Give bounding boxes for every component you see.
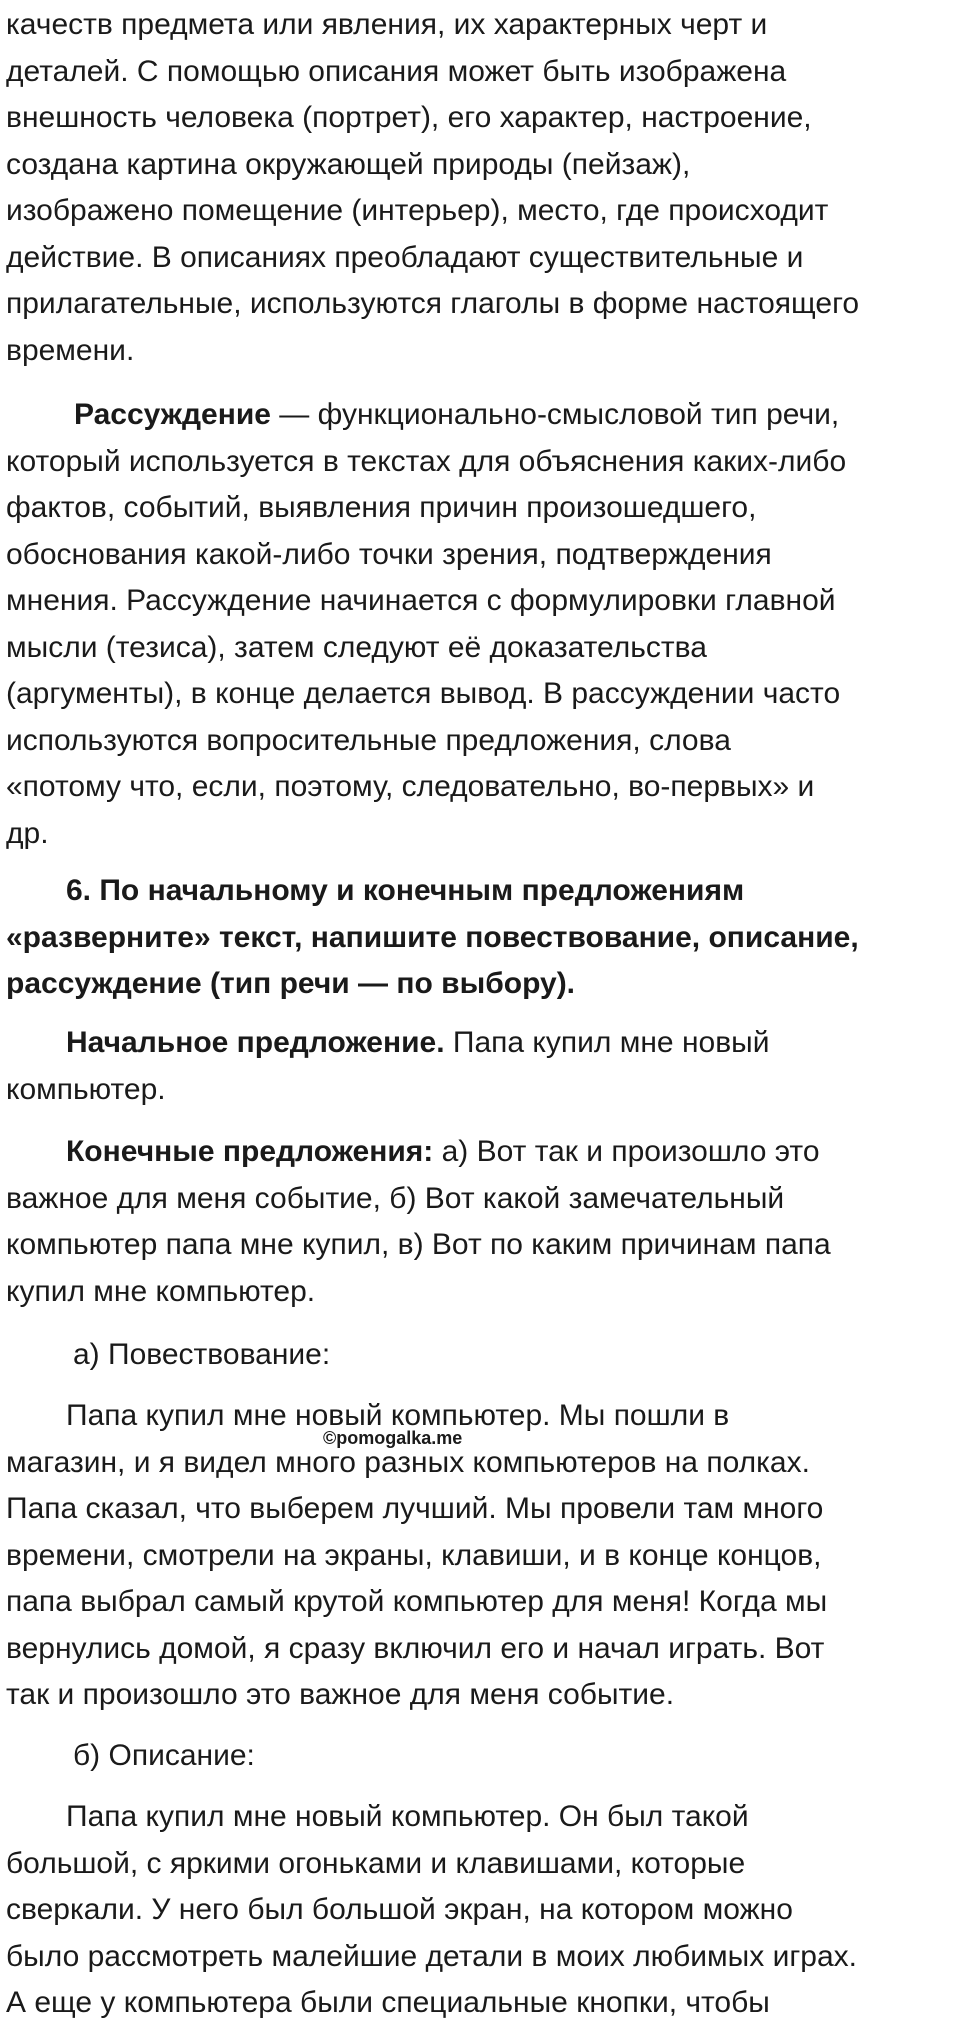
text-line: обоснования какой-либо точки зрения, подтверждения [6,537,772,571]
text-line: качеств предмета или явления, их характерных черт и [6,8,768,41]
task-heading [6,868,859,1008]
text-line: мысли (тезиса), затем следуют её доказательства [6,630,707,664]
ending-sentences [6,1129,831,1315]
text-line: рассуждение (тип речи — по выбору). [6,967,576,1000]
text-line: времени. [6,333,135,367]
text-line: «потому что, если, поэтому, следовательно, во-первых» и [6,770,815,803]
text-fragment: Папа купил мне новый [444,1026,770,1059]
text-fragment: а) Вот так и произошло это [433,1135,820,1168]
text-line: изображено помещение (интерьер), место, где происходит [6,194,829,227]
text-line: создана картина окружающей природы (пейзаж), [6,147,691,181]
text-line: важное для меня событие, б) Вот какой замечательный [6,1181,785,1215]
text-line: мнения. Рассуждение начинается с формулировки главной [6,584,836,617]
text-line: магазин, и я видел много разных компьютеров на полках. [6,1445,810,1479]
text-line: было рассмотреть малейшие детали в моих любимых играх. [6,1939,857,1973]
text-line: а) Повествование: [73,1338,331,1371]
text-line: папа выбрал самый крутой компьютер для меня! Когда мы [6,1585,828,1618]
text-line: фактов, событий, выявления причин произошедшего, [6,491,757,524]
text-line: компьютер папа мне купил, в) Вот по каким причинам папа [6,1228,831,1261]
paragraph-description-definition [6,2,859,374]
text-line: б) Описание: [73,1739,255,1772]
start-sentence [6,1020,769,1113]
text-line: А еще у компьютера были специальные кнопки, чтобы [6,1986,770,2019]
text-line: деталей. С помощью описания может быть изображена [6,54,787,88]
text-line: «разверните» текст, напишите повествование, описание, [6,920,859,954]
text-fragment: — функционально-смысловой тип речи, [270,398,840,431]
text-line: действие. В описаниях преобладают существительные и [6,240,804,274]
paragraph-reasoning-definition [6,392,846,857]
text-line: Папа купил мне новый компьютер. Он был такой [66,1800,749,1833]
text-line: Папа сказал, что выберем лучший. Мы провели там много [6,1492,824,1525]
text-line: 6. По начальному и конечным предложениям [66,874,745,907]
text-line: (аргументы), в конце делается вывод. В рассуждении часто [6,677,841,710]
heading-narration [6,1332,330,1379]
text-line: др. [6,816,49,850]
text-line: купил мне компьютер. [6,1274,316,1308]
text-line: компьютер. [6,1072,166,1106]
description-text [6,1794,857,2021]
watermark: ©pomogalka.me [323,1428,463,1448]
text-line: используются вопросительные предложения, слова [6,723,731,757]
text-line [6,1020,769,1067]
text-line [6,392,846,439]
ending-label: Конечные предложения: [66,1135,434,1168]
text-line: времени, смотрели на экраны, клавиши, и в конце концов, [6,1538,822,1572]
text-line: прилагательные, используются глаголы в форме настоящего [6,287,860,320]
text-line: Папа купил мне новый компьютер. Мы пошли в [66,1399,730,1432]
text-line: сверкали. У него был большой экран, на котором можно [6,1893,793,1926]
text-line: который используется в текстах для объяснения каких-либо [6,444,847,478]
text-line: внешность человека (портрет), его характер, настроение, [6,101,812,134]
text-line: вернулись домой, я сразу включил его и начал играть. Вот [6,1631,825,1665]
text-line: большой, с яркими огоньками и клавишами, которые [6,1846,746,1880]
term-reasoning: Рассуждение [74,398,271,431]
heading-description [6,1733,255,1780]
text-line [6,1129,831,1176]
start-label: Начальное предложение. [66,1026,445,1059]
text-line: так и произошло это важное для меня событие. [6,1678,675,1711]
